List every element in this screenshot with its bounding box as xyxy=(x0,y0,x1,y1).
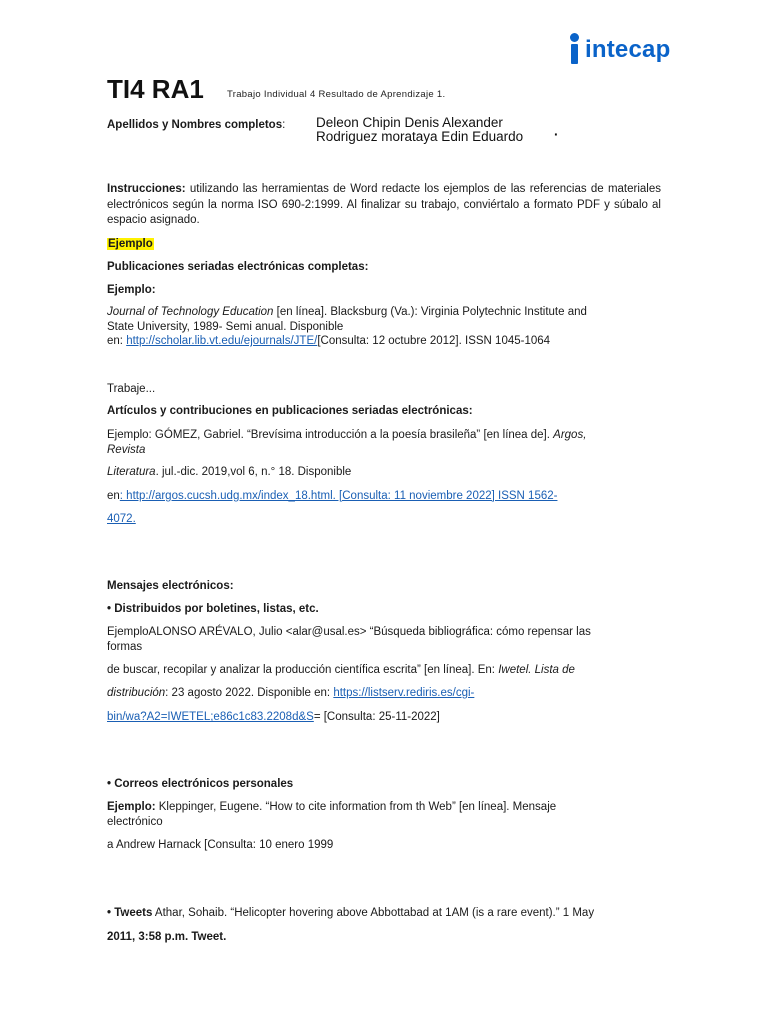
list-example-line-3 xyxy=(107,663,575,678)
example-heading xyxy=(107,237,154,252)
rediris-link[interactable]: https://listserv.rediris.es/cgi- xyxy=(333,687,475,699)
article-line-1-prefix: Ejemplo: GÓMEZ, Gabriel. “Brevísima introducción a la poesía brasileña” [en línea de]. xyxy=(107,429,554,441)
list-example-line-4-rest: : 23 agosto 2022. Disponible en: xyxy=(165,687,334,699)
student-name-1: Deleon Chipin Denis Alexander xyxy=(316,115,503,130)
tweets-line-1-rest: Athar, Sohaib. “Helicopter hovering above Abbottabad at 1AM (is a rare event).” 1 May xyxy=(152,907,595,919)
rediris-link-continued[interactable]: bin/wa?A2=IWETEL;e86c1c83.2208d&S xyxy=(107,711,314,723)
article-line-4-prefix: en xyxy=(107,490,120,502)
messages-heading: Mensajes electrónicos: xyxy=(107,580,234,592)
tweets-line-2: 2011, 3:58 p.m. Tweet. xyxy=(107,931,227,943)
example-line-1-rest: [en línea]. Blacksburg (Va.): Virginia Polytechnic Institute and xyxy=(273,306,587,318)
article-line-2: Revista xyxy=(107,444,146,456)
bullet-personal-mail: • Correos electrónicos personales xyxy=(107,778,294,790)
example-label: Ejemplo: xyxy=(107,284,156,296)
name-row xyxy=(107,118,285,133)
jte-link[interactable]: http://scholar.lib.vt.edu/ejournals/JTE/ xyxy=(126,335,318,347)
name-bullet: · xyxy=(554,127,559,142)
mail-example-line-3: a Andrew Harnack [Consulta: 10 enero 1999 xyxy=(107,839,334,851)
iwetel-title: Iwetel. Lista de xyxy=(498,664,575,676)
instructions-paragraph xyxy=(107,182,661,229)
name-label: Apellidos y Nombres completos xyxy=(107,119,283,131)
mail-example-line-2: electrónico xyxy=(107,816,163,828)
instructions-text: utilizando las herramientas de Word redacte los ejemplos de las referencias de materiales electrónicos según la norma ISO 690-2:1999. Al finalizar su trabajo, conviértalo a formato PDF y súbalo al espacio asignado. xyxy=(107,183,661,226)
student-name-2: Rodriguez morataya Edin Eduardo xyxy=(316,129,524,144)
logo-text: intecap xyxy=(585,36,671,63)
article-line-4 xyxy=(107,489,557,504)
instructions-label: Instrucciones: xyxy=(107,183,186,195)
tweets-line-1 xyxy=(107,906,594,921)
page-subtitle: Trabajo Individual 4 Resultado de Aprendizaje 1. xyxy=(227,89,446,100)
argos-link[interactable]: : http://argos.cucsh.udg.mx/index_18.html. [Consulta: 11 noviembre 2022] ISSN 1562- xyxy=(119,490,558,502)
list-example-line-2: formas xyxy=(107,641,143,653)
mail-example-line-1-rest: Kleppinger, Eugene. “How to cite information from th Web” [en línea]. Mensaje xyxy=(155,801,557,813)
list-example-line-3-prefix: de buscar, recopilar y analizar la producción científica escrita” [en línea]. En: xyxy=(107,664,499,676)
bullet-lists: • Distribuidos por boletines, listas, etc. xyxy=(107,603,319,615)
list-example-line-1: EjemploALONSO ARÉVALO, Julio <alar@usal.es> “Búsqueda bibliográfica: cómo repensar las xyxy=(107,626,591,638)
distribucion-text: distribución xyxy=(107,687,166,699)
list-example-line-5-rest: = [Consulta: 25-11-2022] xyxy=(313,711,440,723)
list-example-line-5 xyxy=(107,710,440,725)
example-line-3 xyxy=(107,334,550,349)
example-line-2: State University, 1989- Semi anual. Disponible xyxy=(107,321,344,333)
name-colon: : xyxy=(282,119,286,131)
logo-bar-icon xyxy=(571,44,578,64)
example-line-3-prefix: en: xyxy=(107,335,127,347)
example-line-1 xyxy=(107,305,587,320)
article-line-3-rest: . jul.-dic. 2019,vol 6, n.° 18. Disponible xyxy=(155,466,352,478)
list-example-line-4 xyxy=(107,686,474,701)
example-heading-text: Ejemplo xyxy=(108,238,153,250)
article-line-3 xyxy=(107,465,351,480)
logo-dot-icon xyxy=(570,33,579,42)
example-line-3-rest: [Consulta: 12 octubre 2012]. ISSN 1045-1064 xyxy=(317,335,551,347)
article-literatura: Literatura xyxy=(107,466,156,478)
mail-example-line-1 xyxy=(107,800,556,815)
article-line-5 xyxy=(107,512,136,527)
argos-link-continued[interactable]: 4072. xyxy=(107,513,136,525)
serials-heading: Publicaciones seriadas electrónicas completas: xyxy=(107,261,369,273)
article-line-1 xyxy=(107,428,586,443)
tweets-label: • Tweets xyxy=(107,907,153,919)
work-label: Trabaje... xyxy=(107,383,156,395)
mail-example-label: Ejemplo: xyxy=(107,801,156,813)
page-title: TI4 RA1 xyxy=(107,74,204,104)
journal-title: Journal of Technology Education xyxy=(107,306,274,318)
article-journal: Argos, xyxy=(553,429,587,441)
articles-heading: Artículos y contribuciones en publicaciones seriadas electrónicas: xyxy=(107,405,473,417)
